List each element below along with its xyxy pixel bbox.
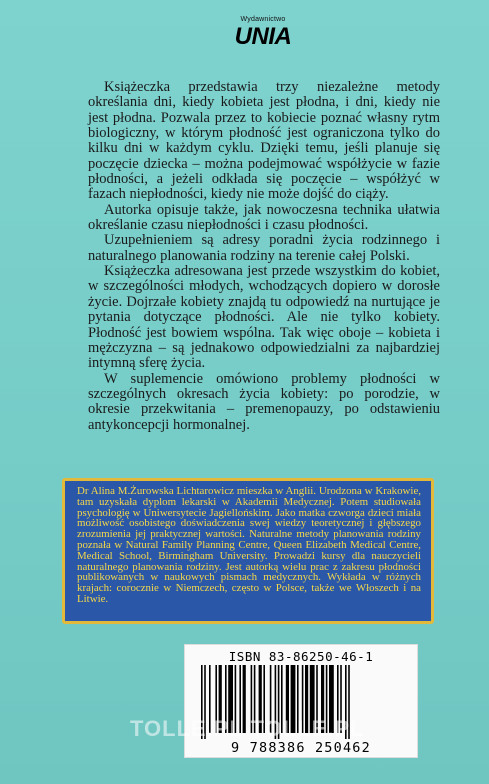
barcode-bar — [259, 665, 262, 733]
barcode-bar — [270, 665, 272, 733]
barcode-bar — [209, 665, 211, 733]
barcode-bar — [345, 665, 347, 739]
barcode-bar — [329, 665, 334, 733]
barcode-bar — [291, 665, 296, 733]
barcode-bar — [215, 665, 217, 733]
barcode-bar — [263, 665, 265, 733]
barcode-bar — [310, 665, 315, 733]
author-bio-box — [62, 478, 434, 624]
barcode-bar — [204, 665, 206, 739]
barcode-bar — [243, 665, 246, 733]
barcode-bars — [195, 665, 409, 739]
barcode-bar — [251, 665, 253, 733]
isbn-label: ISBN 83-86250-46-1 — [228, 649, 374, 664]
barcode-bar — [321, 665, 324, 733]
barcode-bar — [305, 665, 308, 733]
paragraph-5: W suplemencie omówiono problemy płodności w szczególnych okresach życia kobiety: po porodzie, w okresie przekwitania – premenopauzy, po odstawieniu antykoncepcji hormonalnej. — [88, 370, 440, 433]
isbn-barcode — [184, 644, 418, 758]
paragraph-3: Uzupełnieniem są adresy poradni życia rodzinnego i naturalnego planowania rodziny na terenie całej Polski. — [88, 232, 440, 264]
barcode-bar — [225, 665, 227, 733]
paragraph-2: Autorka opisuje także, jak nowoczesna technika ułatwia określanie czasu niepłodności i czasu płodności. — [88, 201, 440, 234]
publisher-logo — [218, 16, 308, 76]
author-bio-text: Dr Alina M.Żurowska Lichtarowicz mieszka w Anglii. Urodzona w Krakowie, tam uzyskała dyplom lekarski w Akademii Medycznej. Potem studiowała psychologię w Uniwersytecie Jagiellońskim. Jako matka czworga dzieci miała możliwość osobistego doświadczenia swej wiedzy teoretycznej i głębszego zrozumienia jej praktycznej wartości. Naturalne metody planowania rodziny poznała w Natural Family Planning Centre, Queen Elizabeth Medical Centre, Medical School, Birmingham University. Prowadzi kursy dla nauczycieli naturalnego planowania rodziny. Jest autorką wielu prac z zakresu płodności publikowanych w naukowych pismach medycznych. Wykłada w różnych krajach: corocznie w Niemczech, często w Polsce, także we Włoszech i na Litwie. — [77, 485, 421, 605]
barcode-bar — [278, 665, 280, 739]
publisher-prefix: Wydawnictwo — [240, 16, 286, 23]
barcode-bar — [254, 665, 256, 733]
watermark: TOLLE.PL TOLLE.PL — [130, 716, 365, 741]
barcode-bar — [302, 665, 304, 733]
barcode-bar — [348, 665, 350, 739]
barcode-bar — [326, 665, 328, 733]
paragraph-1: Książeczka przedstawia trzy niezależne metody określania dni, kiedy kobieta jest płodna, i dni, kiedy nie jest płodna. Pozwala przez to kobiecie poznać własny rytm biologiczny, w którym płodność jest ograniczona tylko do kilku dni w każdym cyklu. Dzięki temu, jeśli planuje się poczęcie dziecka – można podejmować współżycie w fazie płodności, a jeżeli odkłada się poczęcie – współżyć w fazach niepłodności, kiedy nie może dojść do ciąży. — [88, 79, 440, 203]
paragraph-4: Książeczka adresowana jest przede wszystkim do kobiet, w szczególności młodych, wchodzących dopiero w dorosłe życie. Dojrzałe kobiety znajdą tu odpowiedź na nurtujące je pytania dotyczące płodności. Ale nie tylko kobiety. Płodność jest bowiem wspólna. Tak więc oboje – kobieta i mężczyzna – są jednakowo odpowiedzialni za najbardziej intymną sferę życia. — [88, 263, 440, 372]
publisher-name: UNIA — [234, 23, 292, 50]
ean-number: 9 788386 250462 — [231, 740, 371, 756]
barcode-bar — [219, 665, 222, 733]
barcode-bar — [297, 665, 299, 733]
barcode-bar — [286, 665, 289, 733]
barcode-bar — [316, 665, 318, 733]
barcode-bar — [239, 665, 241, 733]
barcode-bar — [235, 665, 237, 733]
barcode-bar — [281, 665, 283, 733]
barcode-bar — [340, 665, 342, 733]
barcode-bar — [228, 665, 233, 733]
barcode-bar — [275, 665, 277, 739]
barcode-bar — [337, 665, 339, 733]
barcode-bar — [201, 665, 203, 739]
cover-description — [88, 80, 440, 433]
